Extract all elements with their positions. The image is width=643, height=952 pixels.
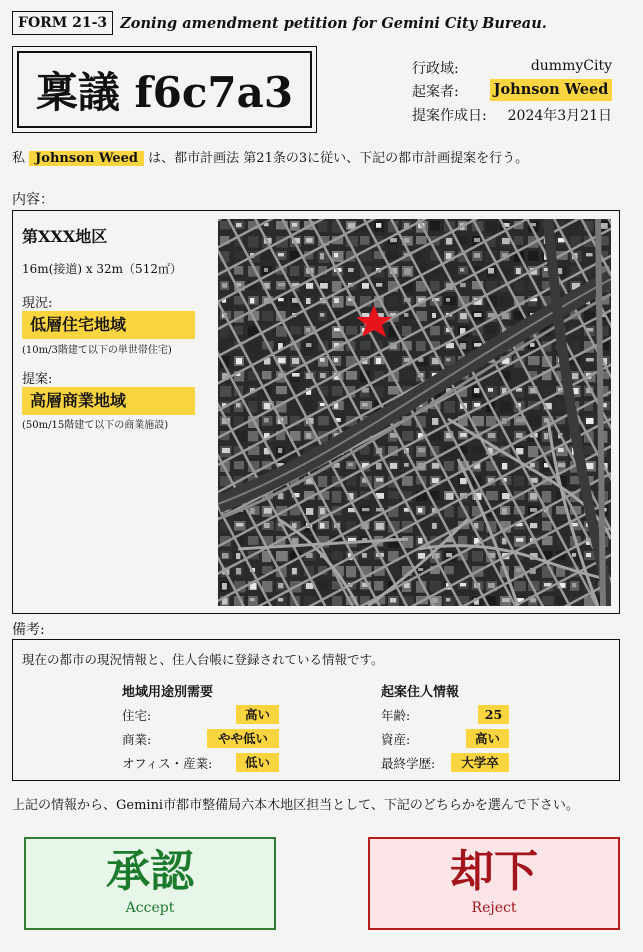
form-header xyxy=(12,10,547,36)
resident-heading: 起案住人情報 xyxy=(381,685,460,700)
demand-label-residential: 住宅: xyxy=(122,708,152,723)
current-zoning-label: 現況: xyxy=(22,296,53,311)
accept-button-label: 承認 xyxy=(106,846,194,897)
aerial-map-image xyxy=(218,219,611,606)
reject-button-label: 却下 xyxy=(450,846,538,897)
resident-label-education: 最終学歴: xyxy=(381,756,436,771)
demand-value-commercial: やや低い xyxy=(207,729,279,748)
form-number-badge: FORM 21-3 xyxy=(12,11,113,35)
demand-value-residential: 高い xyxy=(236,705,279,724)
region-value: dummyCity xyxy=(530,58,612,74)
proposed-zoning-value: 高層商業地域 xyxy=(22,387,195,415)
current-zoning-note: (10m/3階建て以下の単世帯住宅) xyxy=(22,345,172,356)
proposer-value: Johnson Weed xyxy=(490,79,612,101)
proposed-zoning-label: 提案: xyxy=(22,372,53,387)
document-title: 稟議 f6c7a3 xyxy=(17,51,312,128)
remarks-intro: 現在の都市の現況情報と、住人台帳に登録されている情報です。 xyxy=(22,652,384,667)
intro-statement xyxy=(12,147,528,166)
resident-value-age: 25 xyxy=(478,705,509,724)
demand-value-office: 低い xyxy=(236,753,279,772)
resident-value-education: 大学卒 xyxy=(451,753,509,772)
resident-value-assets: 高い xyxy=(466,729,509,748)
intro-suffix: は、都市計画法 第21条の3に従い、下記の都市計画提案を行う。 xyxy=(148,151,529,166)
demand-heading: 地域用途別需要 xyxy=(122,685,214,700)
instruction-text: 上記の情報から、Gemini市都市整備局六本木地区担当として、下記のどちらかを選んで下さい。 xyxy=(12,798,579,813)
intro-name: Johnson Weed xyxy=(29,151,144,166)
proposer-label: 起案者: xyxy=(412,84,459,100)
accept-button-sublabel: Accept xyxy=(125,900,175,916)
resident-label-assets: 資産: xyxy=(381,732,411,747)
remarks-label: 備考: xyxy=(12,622,45,638)
current-zoning-value: 低層住宅地域 xyxy=(22,311,195,339)
reject-button[interactable] xyxy=(368,837,620,930)
reject-button-sublabel: Reject xyxy=(471,900,517,916)
proposed-zoning-note: (50m/15階建て以下の商業施設) xyxy=(22,420,169,431)
content-label: 内容： xyxy=(12,192,54,208)
document-title-box xyxy=(12,46,317,133)
demand-label-commercial: 商業: xyxy=(122,732,152,747)
date-value: 2024年3月21日 xyxy=(507,108,612,124)
district-name: 第XXX地区 xyxy=(22,227,108,246)
date-label: 提案作成日: xyxy=(412,108,487,124)
intro-prefix: 私 xyxy=(12,151,26,166)
region-label: 行政域: xyxy=(412,61,459,77)
form-title: Zoning amendment petition for Gemini City Bureau. xyxy=(120,14,547,32)
aerial-map xyxy=(218,219,611,606)
lot-dimensions: 16m(接道) x 32m（512㎡） xyxy=(22,262,182,276)
resident-label-age: 年齢: xyxy=(381,708,411,723)
demand-label-office: オフィス・産業: xyxy=(122,756,213,771)
accept-button[interactable] xyxy=(24,837,276,930)
